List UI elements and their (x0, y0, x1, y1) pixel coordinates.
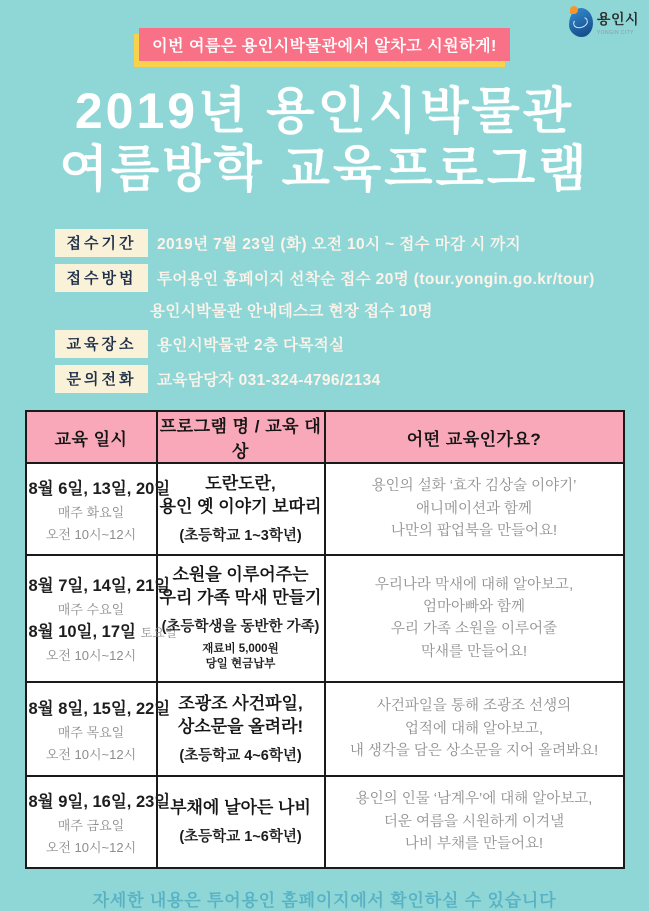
program-cell (157, 776, 325, 868)
program-cell (157, 555, 325, 682)
description-line: 용인의 인물 ‘남계우’에 대해 알아보고, (355, 791, 593, 808)
description-cell (325, 682, 624, 776)
program-title-line: 부채에 날아든 나비 (170, 798, 311, 818)
info-section (0, 229, 649, 393)
logo-orange-dot-icon (570, 6, 578, 14)
info-row-education-place (55, 330, 649, 358)
schedule-cell (26, 463, 171, 555)
schedule-dates: 8월 8일, 15일, 22일 (28, 699, 171, 718)
education-place-value: 용인시박물관 2층 다목적실 (157, 337, 345, 354)
title-line-2: 여름방학 교육프로그램 (59, 141, 590, 197)
program-title-line: 상소문을 올려라! (177, 716, 304, 736)
logo-city-subtext: YONGIN CITY (596, 30, 634, 36)
table-row (26, 555, 624, 682)
program-table (25, 410, 625, 869)
description-line: 애니메이션과 함께 (415, 500, 533, 517)
description-cell (325, 555, 624, 682)
info-row-reception-method (55, 264, 649, 292)
schedule-weekday: 매주 수요일 (57, 602, 125, 618)
page-title (0, 82, 649, 198)
schedule-cell (26, 555, 177, 682)
program-target: (초등학생을 동반한 가족) (161, 618, 320, 635)
label-education-place: 교육장소 (55, 330, 148, 358)
schedule-time: 오전 10시~12시 (45, 648, 137, 664)
logo-city-name: 용인시 (596, 11, 639, 27)
reception-method-value-2: 용인시박물관 안내데스크 현장 접수 10명 (150, 303, 433, 320)
description-line: 엄마아빠와 함께 (422, 598, 526, 615)
schedule-cell (26, 776, 171, 868)
logo-text-block (597, 9, 639, 36)
program-target: (초등학교 1~6학년) (179, 829, 302, 846)
info-row-inquiry-phone (55, 365, 649, 393)
schedule-dates-2-suffix: 토요일 (140, 626, 177, 641)
description-line: 우리나라 막새에 대해 알아보고, (374, 576, 574, 593)
program-title-line: 조광조 사건파일, (178, 693, 303, 713)
description-cell (325, 776, 624, 868)
description-line: 나비 부채를 만들어요! (404, 836, 544, 853)
description-cell (325, 463, 624, 555)
table-row (26, 776, 624, 868)
description-line: 업적에 대해 알아보고, (404, 720, 544, 737)
info-row-reception-method-2 (55, 299, 649, 321)
schedule-time: 오전 10시~12시 (45, 746, 137, 762)
label-reception-period: 접수기간 (55, 229, 148, 257)
schedule-time: 오전 10시~12시 (45, 527, 137, 542)
program-fee-line: 재료비 5,000원 (202, 642, 279, 655)
description-line: 우리 가족 소원을 이루어줄 (390, 621, 558, 638)
description-line: 막새를 만들어요! (420, 643, 528, 660)
banner-row (0, 0, 649, 61)
schedule-weekday: 매주 목요일 (57, 724, 125, 740)
schedule-dates: 8월 9일, 16일, 23일 (28, 792, 171, 811)
reception-method-value-1: 투어용인 홈페이지 선착순 접수 20명 (tour.yongin.go.kr/tour) (157, 271, 595, 288)
inquiry-phone-value: 교육담당자 031-324-4796/2134 (157, 372, 381, 389)
schedule-dates-2 (28, 618, 177, 642)
info-row-reception-period (55, 229, 649, 257)
table-row (26, 463, 624, 555)
label-reception-method: 접수방법 (55, 264, 148, 292)
description-line: 내 생각을 담은 상소문을 지어 올려봐요! (349, 743, 599, 760)
banner (139, 28, 510, 61)
program-title-line: 용인 옛 이야기 보따리 (159, 497, 322, 516)
description-line: 용인의 설화 ‘효자 김상술 이야기’ (371, 478, 577, 495)
schedule-time: 오전 10시~12시 (45, 839, 137, 855)
yongin-city-logo (569, 8, 639, 37)
program-title-line: 도란도란, (205, 474, 276, 494)
program-fee (160, 642, 322, 673)
schedule-dates: 8월 6일, 13일, 20일 (28, 480, 171, 498)
reception-period-value: 2019년 7월 23일 (화) 오전 10시 ~ 접수 마감 시 까지 (157, 236, 522, 253)
program-cell (157, 463, 325, 555)
yongin-city-logo-icon (569, 8, 593, 37)
schedule-dates-2-text: 8월 10일, 17일 (28, 623, 136, 642)
description-line: 더운 여름을 시원하게 이겨낼 (383, 813, 565, 830)
label-inquiry-phone: 문의전화 (55, 365, 148, 393)
table-header-row (26, 411, 624, 463)
schedule-weekday: 매주 화요일 (57, 505, 125, 520)
schedule-dates: 8월 7일, 14일, 21일 (28, 577, 171, 596)
description-line: 나만의 팝업북을 만들어요! (390, 523, 558, 540)
title-line-1: 2019년 용인시박물관 (74, 83, 575, 139)
schedule-weekday: 매주 금요일 (57, 817, 125, 833)
program-target: (초등학교 1~3학년) (179, 527, 302, 544)
program-cell (157, 682, 325, 776)
column-header-program: 프로그램 명 / 교육 대상 (157, 411, 325, 463)
column-header-description: 어떤 교육인가요? (325, 411, 624, 463)
schedule-cell (26, 682, 171, 776)
program-target: (초등학교 4~6학년) (179, 747, 302, 764)
column-header-schedule: 교육 일시 (26, 411, 157, 463)
program-fee-line: 당일 현금납부 (205, 658, 276, 671)
table-row (26, 682, 624, 776)
description-line: 사건파일을 통해 조광조 선생의 (376, 698, 572, 715)
program-title-line: 우리 가족 막새 만들기 (159, 587, 322, 607)
footer-note: 자세한 내용은 투어용인 홈페이지에서 확인하실 수 있습니다 (92, 890, 557, 910)
program-title-line: 소원을 이루어주는 (172, 565, 309, 584)
banner-text: 이번 여름은 용인시박물관에서 알차고 시원하게! (152, 38, 497, 55)
